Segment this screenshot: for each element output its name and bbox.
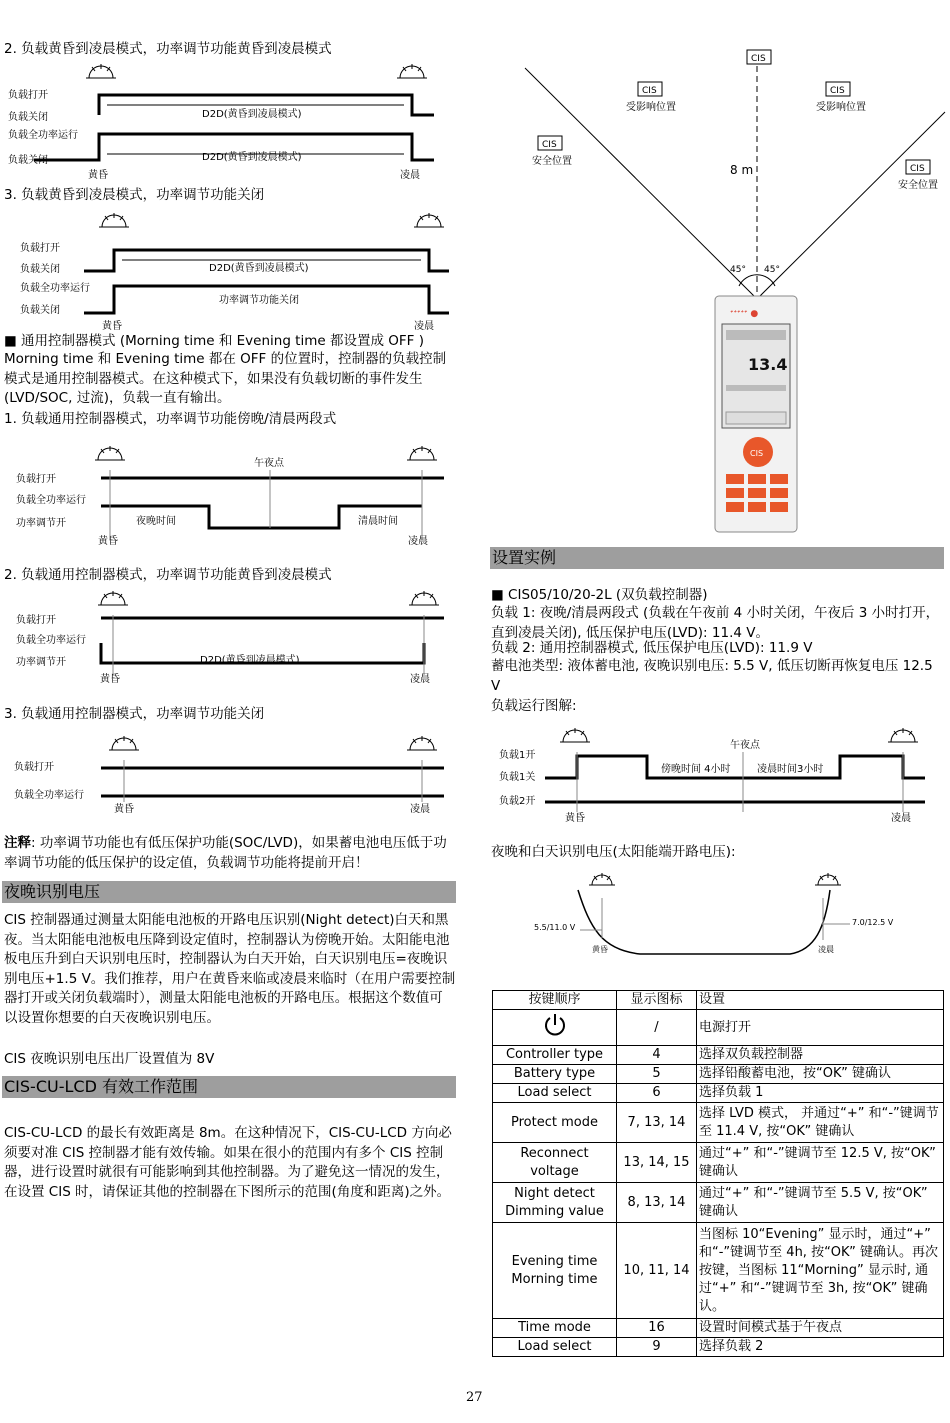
cell-key: Battery type xyxy=(493,1065,617,1084)
label-load-on: 负载打开 xyxy=(20,243,60,254)
cell-setting: 通过“+” 和“-”键调节至 5.5 V, 按“OK” 键确认 xyxy=(697,1183,944,1223)
label-dusk: 黄昏 xyxy=(98,536,118,547)
cell-setting: 当图标 10“Evening” 显示时，通过“+” 和“-”键调节至 4h, 按“OK” 键确认。再次按键，当图标 11“Morning” 显示时, 通过“+” 和“-”键调节至 3h, 按“OK” 键确认。 xyxy=(697,1223,944,1319)
cell-setting: 通过“+” 和“-”键调节至 12.5 V, 按“OK” 键确认 xyxy=(697,1143,944,1183)
label-dusk: 黄昏 xyxy=(592,945,608,954)
bar-label-d2d: D2D(黄昏到凌晨模式) xyxy=(200,655,300,666)
example-title: ■ CIS05/10/20-2L (双负载控制器) xyxy=(491,587,708,603)
heading-universal-2: 2. 负载通用控制器模式，功率调节功能黄昏到凌晨模式 xyxy=(4,567,332,583)
svg-text:受影响位置: 受影响位置 xyxy=(816,102,866,113)
label-morning-time: 清晨时间 xyxy=(358,516,398,527)
bar-label-d2d: D2D(黄昏到凌晨模式) xyxy=(209,263,309,274)
svg-text:CIS: CIS xyxy=(542,140,557,150)
cell-setting: 选择负载 2 xyxy=(697,1338,944,1357)
label-midnight: 午夜点 xyxy=(730,740,760,751)
label-load-full: 负载全功率运行 xyxy=(20,283,90,294)
timing-diagram-dimming-off xyxy=(4,205,456,333)
label-load-on: 负载打开 xyxy=(16,615,56,626)
label-load-off: 负载关闭 xyxy=(8,112,48,123)
night-day-voltage-title: 夜晚和白天识别电压(太阳能端开路电压): xyxy=(491,844,736,860)
label-dusk: 黄昏 xyxy=(114,804,134,815)
svg-text:受影响位置: 受影响位置 xyxy=(626,102,676,113)
heading-universal-1: 1. 负载通用控制器模式，功率调节功能傍晚/清晨两段式 xyxy=(4,411,337,427)
table-row xyxy=(493,1103,944,1143)
cell-icon: 9 xyxy=(617,1338,697,1357)
power-icon xyxy=(493,1010,617,1046)
label-load-off-2: 负载关闭 xyxy=(8,155,48,166)
label-evening-time: 夜晚时间 xyxy=(136,516,176,527)
cis-box-affected-left xyxy=(626,82,676,113)
timing-diagram-universal-2 xyxy=(4,585,456,690)
table-row xyxy=(493,1084,944,1103)
label-midnight: 午夜点 xyxy=(254,458,284,469)
table-row xyxy=(493,1065,944,1084)
label-load2-on: 负载2开 xyxy=(499,796,536,807)
range-diagram xyxy=(520,40,950,540)
section-heading-dimming-off: 3. 负载黄昏到凌晨模式，功率调节功能关闭 xyxy=(4,187,265,203)
svg-text:ᐩᐩᐩᐩᐩ ●: ᐩᐩᐩᐩᐩ ● xyxy=(730,309,759,319)
cell-key: Evening time Morning time xyxy=(493,1223,617,1319)
label-day-voltage: 7.0/12.5 V xyxy=(852,918,894,927)
bar-label-dimming-off: 功率调节功能关闭 xyxy=(219,295,299,306)
cell-key: Reconnect voltage xyxy=(493,1143,617,1183)
cell-setting: 选择负载 1 xyxy=(697,1084,944,1103)
svg-text:CIS: CIS xyxy=(830,86,845,96)
example-battery: 蓄电池类型: 液体蓄电池, 夜晚识别电压: 5.5 V, 低压切断再恢复电压 12.5 V xyxy=(491,658,933,694)
example-load-diagram xyxy=(495,722,945,827)
label-dusk: 黄昏 xyxy=(88,170,108,181)
label-load-on: 负载打开 xyxy=(8,90,48,101)
table-row xyxy=(493,1319,944,1338)
svg-text:CIS: CIS xyxy=(750,449,764,458)
cell-icon: 8, 13, 14 xyxy=(617,1183,697,1223)
cis-box-top xyxy=(747,50,771,64)
label-load-on: 负载打开 xyxy=(14,762,54,773)
cell-icon: 10, 11, 14 xyxy=(617,1223,697,1319)
timing-diagram-dusk-dawn xyxy=(4,60,456,185)
label-dawn: 凌晨 xyxy=(408,536,428,547)
section-setup-example: 设置实例 xyxy=(490,547,944,569)
angle-right: 45° xyxy=(764,265,780,275)
label-dawn: 凌晨 xyxy=(891,813,911,824)
timing-diagram-universal-1 xyxy=(4,440,456,548)
header-setting: 设置 xyxy=(697,991,944,1010)
label-dusk: 黄昏 xyxy=(100,674,120,685)
label-evening-4h: 傍晚时间 4小时 xyxy=(661,764,731,775)
cell-setting: 选择双负载控制器 xyxy=(697,1046,944,1065)
angle-left: 45° xyxy=(730,265,746,275)
timing-diagram-universal-3 xyxy=(4,730,456,818)
label-dawn: 凌晨 xyxy=(414,321,434,332)
note-paragraph xyxy=(4,834,456,873)
svg-text:安全位置: 安全位置 xyxy=(532,156,572,167)
svg-text:CIS: CIS xyxy=(751,54,766,64)
section-range: CIS-CU-LCD 有效工作范围 xyxy=(2,1076,456,1098)
table-row xyxy=(493,1143,944,1183)
label-dimming-on: 功率调节开 xyxy=(16,518,66,529)
cell-key: Load select xyxy=(493,1084,617,1103)
note-label: 注释 xyxy=(4,835,31,851)
night-default: CIS 夜晚识别电压出厂设置值为 8V xyxy=(4,1051,215,1067)
cell-setting: 选择铅酸蓄电池，按“OK” 键确认 xyxy=(697,1065,944,1084)
cell-key: Load select xyxy=(493,1338,617,1357)
heading-universal-3: 3. 负载通用控制器模式，功率调节功能关闭 xyxy=(4,706,265,722)
table-row xyxy=(493,1183,944,1223)
label-morning-3h: 凌晨时间3小时 xyxy=(757,764,824,775)
cis-box-safe-right xyxy=(898,160,938,191)
distance-label: 8 m xyxy=(730,163,754,177)
cell-icon: 6 xyxy=(617,1084,697,1103)
label-dawn: 凌晨 xyxy=(410,674,430,685)
table-row xyxy=(493,1010,944,1046)
cell-icon: / xyxy=(617,1010,697,1046)
cell-icon: 4 xyxy=(617,1046,697,1065)
table-header-row xyxy=(493,991,944,1010)
label-load1-off: 负载1关 xyxy=(499,772,536,783)
svg-text:CIS: CIS xyxy=(910,164,925,174)
remote-control xyxy=(715,296,797,532)
svg-text:安全位置: 安全位置 xyxy=(898,180,938,191)
header-key-sequence: 按键顺序 xyxy=(493,991,617,1010)
example-diagram-title: 负载运行图解: xyxy=(491,698,577,714)
cell-icon: 7, 13, 14 xyxy=(617,1103,697,1143)
table-row xyxy=(493,1338,944,1357)
cell-icon: 5 xyxy=(617,1065,697,1084)
paragraph-night-detect: CIS 控制器通过测量太阳能电池板的开路电压识别(Night detect)白天和黑夜。当太阳能电池板电压降到设定值时，控制器认为傍晚开始。太阳能电池板电压升到白天识别电压时，控制器认为白天开始，白天识别电压=夜晚识别电压+1.5 V。我们推荐，用户在黄昏来临或凌晨来临时（在用户需要控制器打开或关闭负载端时），测量太阳能电池板的开路电压。根据这个数值可以设置你想要的白天夜晚识别电压。 xyxy=(4,912,456,1026)
label-load-off-2: 负载关闭 xyxy=(20,305,60,316)
label-night-voltage: 5.5/11.0 V xyxy=(534,923,576,932)
label-load-full: 负载全功率运行 xyxy=(14,790,84,801)
night-day-voltage-diagram xyxy=(530,868,910,963)
label-dusk: 黄昏 xyxy=(102,321,122,332)
example-load1: 负载 1: 夜晚/清晨两段式 (负载在午夜前 4 小时关闭，午夜后 3 小时打开，直到凌晨关闭), 低压保护电压(LVD): 11.4 V。 xyxy=(491,605,940,641)
cis-box-safe-left xyxy=(532,136,572,167)
header-display-icon: 显示图标 xyxy=(617,991,697,1010)
table-row xyxy=(493,1046,944,1065)
paragraph-range: CIS-CU-LCD 的最长有效距离是 8m。在这种情况下，CIS-CU-LCD 方向必须要对准 CIS 控制器才能有效传输。如果在很小的范围内有多个 CIS 控制器，进行设置时就很有可能影响到其他控制器。为了避免这一情况的发生，在设置 CIS 时，请保证其他的控制器在下图所示的范围(角度和距离)之外。 xyxy=(4,1125,452,1200)
cell-setting: 电源打开 xyxy=(697,1010,944,1046)
label-load1-on: 负载1开 xyxy=(499,750,536,761)
label-load-full: 负载全功率运行 xyxy=(16,635,86,646)
section-heading-dusk-dawn: 2. 负载黄昏到凌晨模式，功率调节功能黄昏到凌晨模式 xyxy=(4,41,332,57)
table-row xyxy=(493,1223,944,1319)
label-load-full: 负载全功率运行 xyxy=(8,130,78,141)
cell-icon: 16 xyxy=(617,1319,697,1338)
label-dawn: 凌晨 xyxy=(400,170,420,181)
section-night-detect: 夜晚识别电压 xyxy=(2,881,456,903)
cell-icon: 13, 14, 15 xyxy=(617,1143,697,1183)
label-load-off: 负载关闭 xyxy=(20,264,60,275)
cell-key: Time mode xyxy=(493,1319,617,1338)
cell-setting: 设置时间模式基于午夜点 xyxy=(697,1319,944,1338)
cell-key: Night detect Dimming value xyxy=(493,1183,617,1223)
cell-key: Protect mode xyxy=(493,1103,617,1143)
note-text: : 功率调节功能也有低压保护功能(SOC/LVD)，如果蓄电池电压低于功率调节功能的低压保护的设定值，负载调节功能将提前开启！ xyxy=(4,835,447,871)
bar-label-d2d-2: D2D(黄昏到凌晨模式) xyxy=(202,152,302,163)
bullet-universal-mode: ■ 通用控制器模式 (Morning time 和 Evening time 都设置成 OFF ) xyxy=(4,333,424,349)
label-dimming-on: 功率调节开 xyxy=(16,657,66,668)
label-dawn: 凌晨 xyxy=(818,945,834,954)
setup-steps-table xyxy=(492,990,944,1357)
label-dawn: 凌晨 xyxy=(410,804,430,815)
cell-key: Controller type xyxy=(493,1046,617,1065)
cis-box-affected-right xyxy=(816,82,866,113)
cell-setting: 选择 LVD 模式， 并通过“+” 和“-”键调节至 11.4 V, 按“OK” 键确认 xyxy=(697,1103,944,1143)
bar-label-d2d: D2D(黄昏到凌晨模式) xyxy=(202,109,302,120)
label-load-full: 负载全功率运行 xyxy=(16,495,86,506)
remote-display-value: 13.4 xyxy=(748,355,788,374)
label-load-on: 负载打开 xyxy=(16,474,56,485)
label-dusk: 黄昏 xyxy=(565,813,585,824)
example-load2: 负载 2: 通用控制器模式, 低压保护电压(LVD): 11.9 V xyxy=(491,640,813,656)
paragraph-universal-mode: Morning time 和 Evening time 都在 OFF 的位置时，控制器的负载控制模式是通用控制器模式。在这种模式下，如果没有负载切断的事件发生(LVD/SOC, 过流)，负载一直有输出。 xyxy=(4,351,447,406)
page-number: 27 xyxy=(466,1390,483,1405)
svg-text:CIS: CIS xyxy=(642,86,657,96)
